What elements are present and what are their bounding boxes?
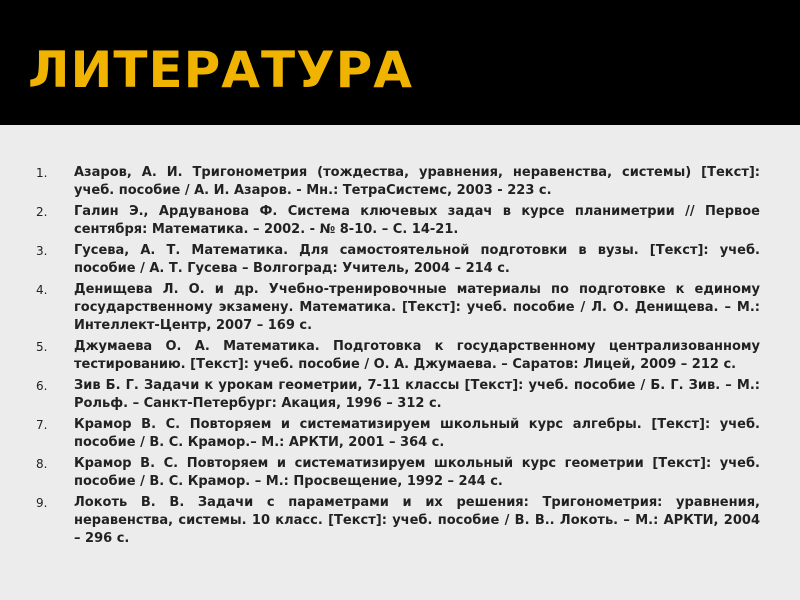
list-item-number: 2. [36, 205, 48, 219]
list-item-text: Азаров, А. И. Тригонометрия (тождества, уравнения, неравенства, системы) [Текст]: учеб. пособие / А. И. Азаров. - Мн.: ТетраСистемс, 2003 - 223 с. [74, 165, 760, 198]
list-item [36, 455, 760, 491]
list-item-number: 9. [36, 496, 48, 510]
list-item-text: Гусева, А. Т. Математика. Для самостоятельной подготовки в вузы. [Текст]: учеб. пособие / А. Т. Гусева – Волгоград: Учитель, 2004 – 214 с. [74, 243, 760, 276]
list-item-number: 1. [36, 166, 48, 180]
slide-title: ЛИТЕРАТУРА [28, 41, 413, 99]
list-item [36, 416, 760, 452]
list-item-text: Крамор В. С. Повторяем и систематизируем школьный курс алгебры. [Текст]: учеб. пособие / В. С. Крамор.– М.: АРКТИ, 2001 – 364 с. [74, 417, 760, 450]
list-item [36, 494, 760, 548]
list-item-text: Галин Э., Ардуванова Ф. Система ключевых задач в курсе планиметрии // Первое сентября: Математика. – 2002. - № 8-10. – С. 14-21. [74, 204, 760, 237]
list-item-number: 6. [36, 379, 48, 393]
list-item-number: 7. [36, 418, 48, 432]
list-item-number: 4. [36, 283, 48, 297]
list-item-text: Локоть В. В. Задачи с параметрами и их решения: Тригонометрия: уравнения, неравенства, системы. 10 класс. [Текст]: учеб. пособие / В. В.. Локоть. – М.: АРКТИ, 2004 – 296 с. [74, 495, 760, 546]
list-item [36, 242, 760, 278]
list-item [36, 203, 760, 239]
list-item-number: 8. [36, 457, 48, 471]
list-item-text: Крамор В. С. Повторяем и систематизируем школьный курс геометрии [Текст]: учеб. пособие / В. С. Крамор. – М.: Просвещение, 1992 – 244 с. [74, 456, 760, 489]
list-item [36, 338, 760, 374]
list-item-text: Джумаева О. А. Математика. Подготовка к государственному централизованному тестированию. [Текст]: учеб. пособие / О. А. Джумаева. – Саратов: Лицей, 2009 – 212 с. [74, 339, 760, 372]
title-bar [0, 0, 800, 125]
list-item [36, 281, 760, 335]
list-item-number: 5. [36, 340, 48, 354]
list-item-number: 3. [36, 244, 48, 258]
list-item [36, 377, 760, 413]
reference-list [36, 164, 760, 551]
list-item [36, 164, 760, 200]
list-item-text: Денищева Л. О. и др. Учебно-тренировочные материалы по подготовке к единому государственному экзамену. Математика. [Текст]: учеб. пособие / Л. О. Денищева. – М.: Интеллект-Центр, 2007 – 169 с. [74, 282, 760, 333]
list-item-text: Зив Б. Г. Задачи к урокам геометрии, 7-11 классы [Текст]: учеб. пособие / Б. Г. Зив. – М.: Рольф. – Санкт-Петербург: Акация, 1996 – 312 с. [74, 378, 760, 411]
